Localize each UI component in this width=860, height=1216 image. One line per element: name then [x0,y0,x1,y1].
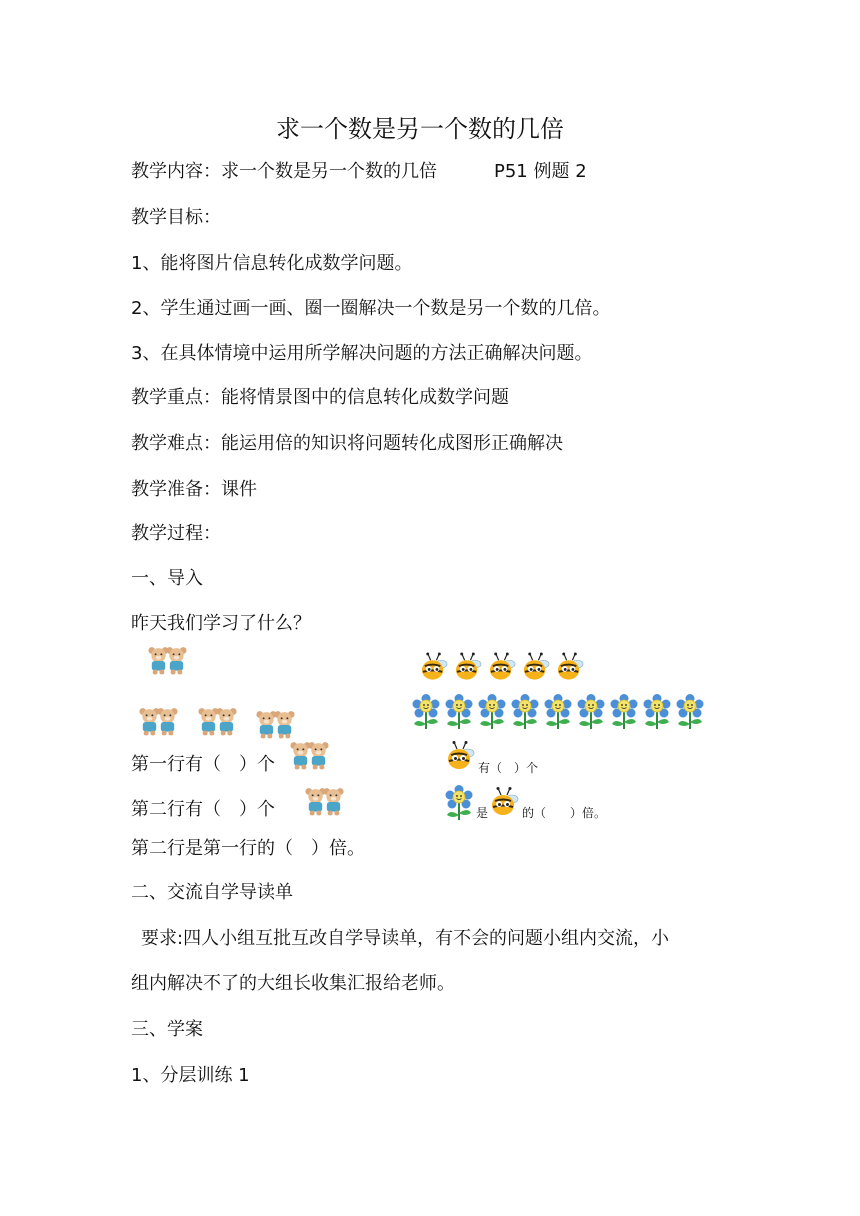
content-line: 教学内容：求一个数是另一个数的几倍 [131,161,437,182]
flower-icon [576,694,606,730]
difficulty: 教学难点：能运用倍的知识将问题转化成图形正确解决 [131,433,563,454]
bear-icon [273,710,296,740]
goal-item: 3、在具体情境中运用所学解决问题的方法正确解决问题。 [131,343,593,364]
intro-question: 昨天我们学习了什么？ [131,613,311,634]
bear-group [304,787,340,817]
bear-icon [165,646,188,676]
flower-times-question: 的（ ）倍。 [522,806,607,820]
bear-group [255,710,291,740]
bee-icon [488,652,517,682]
flower-icon [444,785,474,821]
bear-group [138,707,174,737]
flower-icon [510,694,540,730]
flower-row [411,694,708,730]
section-heading: 三、学案 [131,1019,203,1040]
bear-icon [156,707,179,737]
goals-heading: 教学目标： [131,207,221,228]
bee-icon [446,740,476,772]
bee-count-question: 有（ ）个 [478,761,539,775]
key-point: 教学重点：能将情景图中的信息转化成数学问题 [131,387,509,408]
content-reference: P51 例题 2 [494,161,587,182]
goal-item: 2、学生通过画一画、圈一圈解决一个数是另一个数的几倍。 [131,298,611,319]
bee-icon [454,652,483,682]
bee-icon [556,652,585,682]
page-title: 求一个数是另一个数的几倍 [276,115,564,143]
flower-icon [477,694,507,730]
flower-is-label: 是 [476,806,489,820]
row2-question: 第二行有（ ）个 [131,799,275,820]
bear-icon [322,787,345,817]
bee-icon [420,652,449,682]
requirement-line: 要求:四人小组互批互改自学导读单，有不会的问题小组内交流，小 [141,928,670,949]
subsection-heading: 1、分层训练 1 [131,1065,250,1086]
bear-icon [307,741,330,771]
flower-icon [444,694,474,730]
bee-row [420,652,590,682]
row-times-question: 第二行是第一行的（ ）倍。 [131,838,365,859]
preparation: 教学准备：课件 [131,479,257,500]
requirement-line: 组内解决不了的大组长收集汇报给老师。 [131,973,455,994]
bee-icon [490,786,520,818]
bear-icon [215,707,238,737]
flower-icon [609,694,639,730]
process-heading: 教学过程： [131,523,221,544]
row1-question: 第一行有（ ）个 [131,754,275,775]
flower-icon [642,694,672,730]
flower-icon [543,694,573,730]
flower-icon [411,694,441,730]
bear-group [197,707,233,737]
bear-group [289,741,325,771]
bear-group [147,646,183,676]
bee-icon [522,652,551,682]
section-heading: 一、导入 [131,568,203,589]
section-heading: 二、交流自学导读单 [131,882,293,903]
goal-item: 1、能将图片信息转化成数学问题。 [131,253,413,274]
flower-icon [675,694,705,730]
